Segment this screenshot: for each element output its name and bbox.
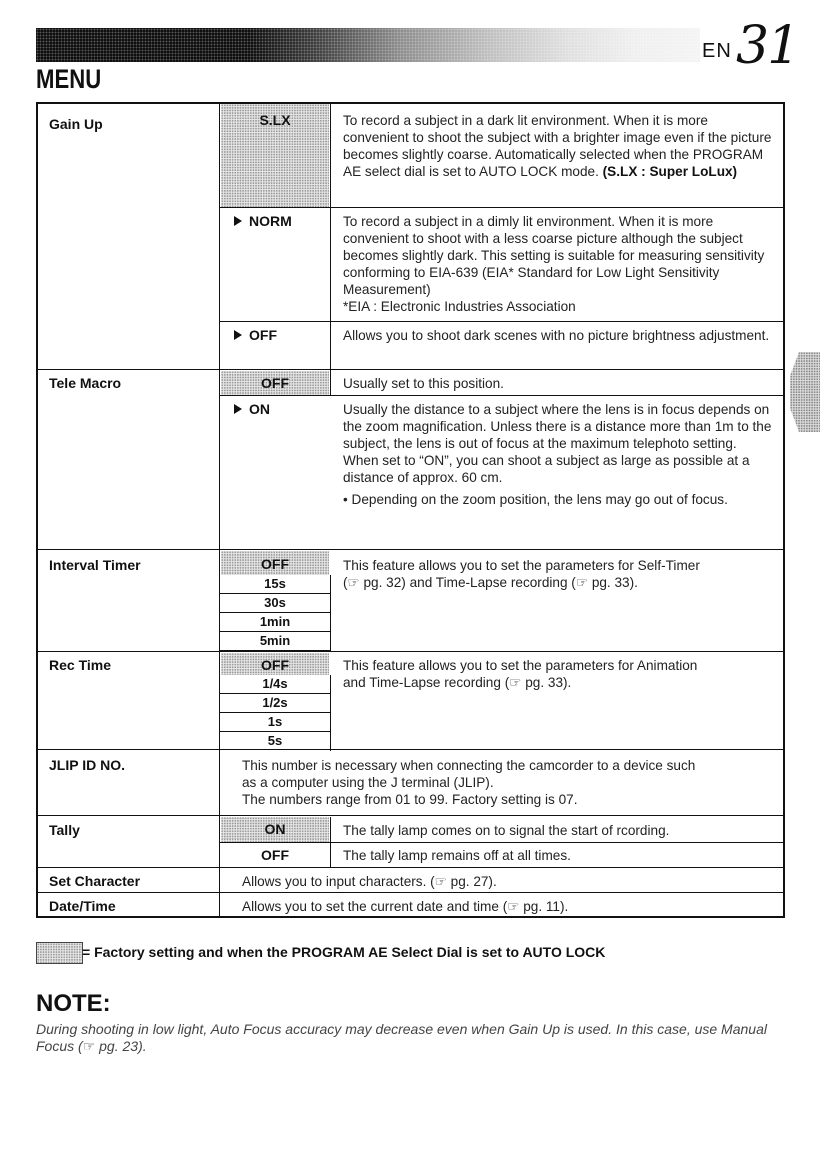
row-divider [219,395,785,396]
reference-pointer-icon: ☞ [509,675,522,690]
menu-settings-table [36,102,785,918]
jlip-desc-line2: as a computer using the J terminal (JLIP). [242,775,494,790]
factory-setting-legend-swatch [36,942,83,964]
reference-pointer-icon: ☞ [507,899,520,914]
row-divider [219,207,785,208]
interval-timer-desc-b: pg. 32) and Time-Lapse recording [363,575,568,590]
option-desc-norm-footnote: *EIA : Electronic Industries Association [343,299,576,314]
option-off: OFF [261,657,289,673]
interval-timer-desc: This feature allows you to set the parameters for Self-Timer (☞ pg. 32) and Time-Lapse recording (☞ pg. 33). [343,558,700,590]
row-label-jlip-id: JLIP ID NO. [49,757,125,773]
reference-pointer-icon: ☞ [82,1038,96,1054]
option-15s: 15s [219,575,331,594]
reference-pointer-icon: ☞ [434,874,447,889]
option-1min: 1min [219,613,331,632]
option-off: OFF [261,556,289,572]
factory-setting-legend-text: = Factory setting and when the PROGRAM AE Select Dial is set to AUTO LOCK [82,944,606,960]
date-time-desc: Allows you to set the current date and time (☞ pg. 11). [242,899,569,914]
option-desc-on [343,401,773,508]
option-off: OFF [261,375,289,391]
set-character-desc-a: Allows you to input characters. [242,874,427,889]
row-divider [219,842,785,843]
reference-pointer-icon: ☞ [347,575,360,590]
page-title: MENU [36,64,102,94]
option-desc-on-bullet: • Depending on the zoom position, the lens may go out of focus. [343,492,728,507]
triangle-right-icon [234,330,242,340]
option-5s: 5s [219,732,331,751]
option-desc-norm-text: To record a subject in a dimly lit environment. When it is more convenient to shoot with a less coarse picture although the subject becomes slightly dark. This setting is suitable for measuring sensitivity conforming to EIA-639 (EIA* Standard for Low Light Sensitivity Measurement) [343,214,765,297]
note-body-a: During shooting in low light, Auto Focus accuracy may decrease even when Gain Up is used. In this case, use Manual Focus [36,1021,767,1054]
rec-time-desc-c: pg. 33). [525,675,572,690]
option-norm [234,213,292,229]
rec-time-desc-b: and Time-Lapse recording [343,675,501,690]
row-label-date-time: Date/Time [49,898,116,914]
option-slx: S.LX [259,112,291,128]
option-30s: 30s [219,594,331,613]
reference-pointer-icon: ☞ [575,575,589,590]
date-time-desc-b: pg. 11). [523,899,569,914]
option-1-4s: 1/4s [219,675,331,694]
option-off-label: OFF [249,327,277,343]
option-off: OFF [261,847,289,863]
interval-timer-desc-a: This feature allows you to set the parameters for Self-Timer [343,558,700,573]
interval-timer-desc-c: pg. 33). [591,575,638,590]
note-title: NOTE: [36,990,111,1017]
column-divider-option [330,371,331,395]
row-label-tele-macro: Tele Macro [49,375,122,391]
jlip-desc-line3: The numbers range from 01 to 99. Factory setting is 07. [242,792,578,807]
option-off [234,327,277,343]
jlip-desc [242,757,782,808]
option-1s: 1s [219,713,331,732]
header-dot-texture [36,28,700,62]
note-body: During shooting in low light, Auto Focus accuracy may decrease even when Gain Up is used. In this case, use Manual Focus (☞ pg. 23). [36,1021,767,1054]
option-5min: 5min [219,632,331,651]
rec-time-desc-a: This feature allows you to set the parameters for Animation [343,658,698,673]
set-character-desc-b: pg. 27). [450,874,497,889]
row-label-set-character: Set Character [49,873,141,889]
option-desc-slx-text: To record a subject in a dark lit environment. When it is more convenient to shoot the subject with a brighter image even if the picture becomes slightly coarse. Automatically selected when the PROGRAM AE select dial is set to AUTO LOCK mode. [343,113,772,179]
option-on [234,401,270,417]
column-divider-label [219,104,220,916]
option-norm-label: NORM [249,213,292,229]
option-desc-slx-bold: (S.LX : Super LoLux) [602,164,738,179]
option-desc-slx [343,112,773,180]
row-divider [219,321,785,322]
column-divider-option [330,104,331,371]
option-desc-off: Allows you to shoot dark scenes with no picture brightness adjustment. [343,328,770,343]
row-label-tally: Tally [49,822,80,838]
option-desc-on: The tally lamp comes on to signal the start of rcording. [343,823,670,838]
row-label-gain-up: Gain Up [49,116,103,132]
rec-time-desc: This feature allows you to set the parameters for Animation and Time-Lapse recording (☞ pg. 33). [343,658,698,690]
triangle-right-icon [234,404,242,414]
row-divider-major [38,749,785,750]
page-number: 31 [736,16,799,76]
row-label-interval-timer: Interval Timer [49,557,141,573]
option-on: ON [264,821,286,837]
option-desc-on-text: Usually the distance to a subject where the lens is in focus depends on the zoom magnification. Unless there is a distance more than 1m to the subject, the lens is out of focus at the maximum telephoto setting. When set to “ON”, you can shoot a subject as large as possible at a distance of approx. 60 cm. [343,402,772,485]
row-divider-major [38,369,785,370]
option-on-label: ON [249,401,270,417]
option-desc-off: Usually set to this position. [343,376,504,391]
row-divider-major [38,815,785,816]
option-desc-norm [343,213,773,315]
triangle-right-icon [234,216,242,226]
option-desc-off: The tally lamp remains off at all times. [343,848,571,863]
row-divider-major [38,892,785,893]
option-1-2s: 1/2s [219,694,331,713]
row-label-rec-time: Rec Time [49,657,111,673]
jlip-desc-line1: This number is necessary when connecting the camcorder to a device such [242,758,696,773]
section-tab-marker [790,352,820,432]
language-code: EN [702,40,732,62]
date-time-desc-a: Allows you to set the current date and time [242,899,499,914]
row-divider-major [38,549,785,550]
row-divider-major [38,651,785,652]
note-body-b: pg. 23). [99,1038,147,1054]
row-divider-major [38,867,785,868]
set-character-desc: Allows you to input characters. (☞ pg. 27). [242,874,497,889]
